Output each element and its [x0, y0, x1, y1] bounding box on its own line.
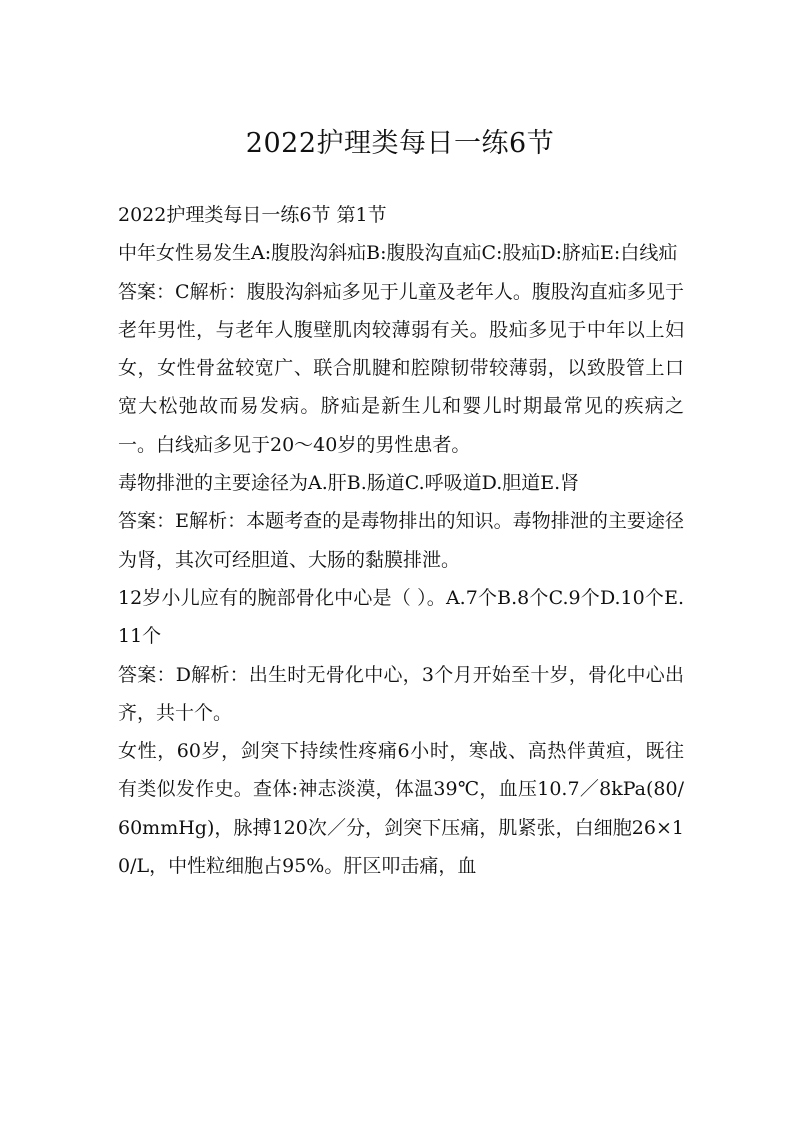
answer-paragraph: 答案：D解析：出生时无骨化中心，3个月开始至十岁，骨化中心出齐，共十个。 — [118, 663, 684, 724]
question-paragraph: 女性，60岁，剑突下持续性疼痛6小时，寒战、高热伴黄疸，既往有类似发作史。查体:神志淡漠，体温39℃，血压10.7／8kPa(80/60mmHg)，脉搏120次／分，剑突下压痛，肌紧张，白细胞26×10/L，中性粒细胞占95%。肝区叩击痛，血 — [118, 740, 684, 878]
answer-paragraph: 答案：C解析：腹股沟斜疝多见于儿童及老年人。腹股沟直疝多见于老年男性，与老年人腹壁肌肉较薄弱有关。股疝多见于中年以上妇女，女性骨盆较宽广、联合肌腱和腔隙韧带较薄弱，以致股管上口宽大松弛故而易发病。脐疝是新生儿和婴儿时期最常见的疾病之一。白线疝多见于20～40岁的男性患者。 — [118, 280, 684, 456]
question-paragraph: 中年女性易发生A:腹股沟斜疝B:腹股沟直疝C:股疝D:脐疝E:白线疝 — [118, 242, 678, 265]
section-heading: 2022护理类每日一练6节 第1节 — [118, 204, 387, 226]
answer-paragraph: 答案：E解析：本题考查的是毒物排出的知识。毒物排泄的主要途径为肾，其次可经胆道、大肠的黏膜排泄。 — [118, 510, 684, 571]
question-paragraph: 毒物排泄的主要途径为A.肝B.肠道C.呼吸道D.胆道E.肾 — [118, 472, 580, 495]
document-title: 2022护理类每日一练6节 — [245, 128, 555, 159]
document-body — [118, 196, 684, 885]
question-paragraph: 12岁小儿应有的腕部骨化中心是（ ）。A.7个B.8个C.9个D.10个E.11个 — [118, 586, 684, 648]
